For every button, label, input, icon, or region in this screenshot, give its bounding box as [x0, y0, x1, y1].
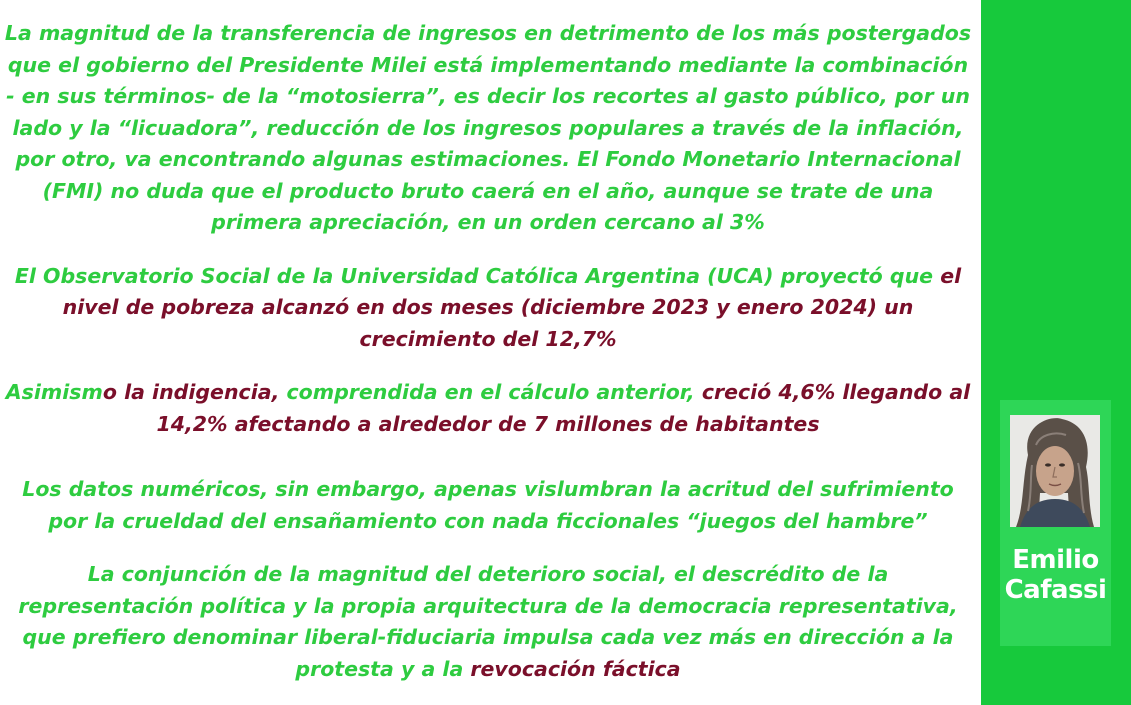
paragraph-1-text: La magnitud de la transferencia de ingresos en detrimento de los más postergados que el gobierno del Presidente Milei está implementando mediante la combinación - en sus términos- de la “motosierra”, es decir los recortes al gasto público, por un lado y la “licuadora”, reducción de los ingresos populares a través de la inflación, por otro, va encontrando algunas estimaciones. El Fondo Monetario Internacional (FMI) no duda que el producto bruto caerá en el año, aunque se trate de una primera apreciación, en un orden cercano al 3%	[4, 21, 972, 234]
author-last-name: Cafassi	[1004, 575, 1107, 605]
paragraph-2-intro: El Observatorio Social de la Universidad Católica Argentina (UCA) proyectó que	[14, 263, 941, 288]
author-name	[1000, 545, 1111, 605]
paragraph-3-part-c: comprendida en el cálculo anterior,	[279, 380, 702, 404]
paragraph-4-text: Los datos numéricos, sin embargo, apenas vislumbran la acritud del sufrimiento por la crueldad del ensañamiento con nada ficcionales “juegos del hambre”	[22, 477, 954, 533]
paragraph-2	[0, 261, 976, 356]
paragraph-1	[0, 18, 976, 239]
paragraph-5-text: La conjunción de la magnitud del deterioro social, el descrédito de la representación política y la propia arquitectura de la democracia representativa, que prefiero denominar liberal-fiduciaria impulsa cada vez más en dirección a la protesta y a la	[18, 562, 958, 681]
paragraph-2-highlight: el nivel de pobreza alcanzó en dos meses (diciembre 2023 y enero 2024) un crecimiento del 12,7%	[62, 263, 962, 351]
author-portrait-image	[1010, 415, 1100, 527]
paragraph-5-highlight: revocación fáctica	[470, 656, 681, 681]
paragraph-3-part-a: Asimism	[5, 380, 103, 404]
author-card[interactable]	[1000, 400, 1111, 646]
article-body	[0, 18, 976, 705]
paragraph-5	[0, 559, 976, 685]
paragraph-4	[0, 474, 976, 537]
paragraph-3-part-b: o la indigencia,	[102, 380, 280, 404]
author-first-name: Emilio	[1012, 545, 1099, 575]
paragraph-3-part-d: creció 4,6% llegando al 14,2% afectando a alrededor de 7 millones de habitantes	[156, 380, 971, 436]
author-photo	[1010, 415, 1100, 527]
paragraph-3	[0, 377, 976, 440]
sidebar	[981, 0, 1131, 705]
